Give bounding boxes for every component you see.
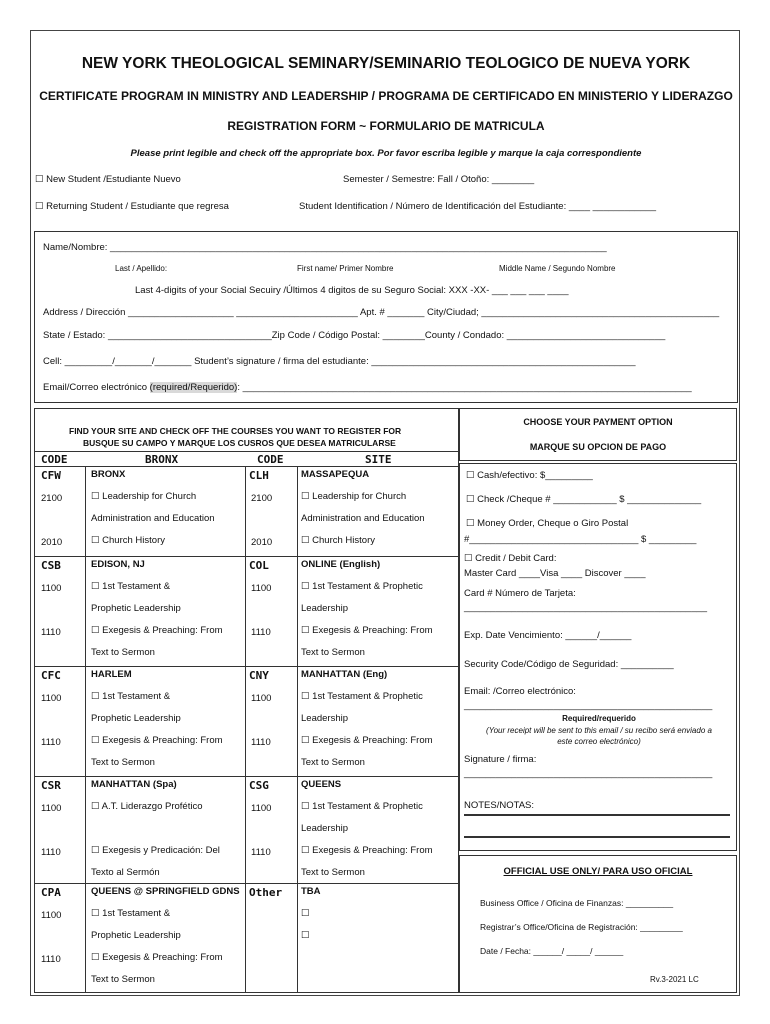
course-number: 1100 xyxy=(251,583,272,594)
ssn-field[interactable]: Last 4-digits of your Social Secuiry /Últimos 4 digitos de su Seguro Social: XXX -XX- ___ ___ ___ ____ xyxy=(135,285,569,296)
email-field[interactable] xyxy=(43,382,692,393)
site-code: CFC xyxy=(41,669,61,682)
site-code: CFW xyxy=(41,469,61,482)
card-number-line[interactable]: ______________________________________________ xyxy=(464,602,708,613)
money-order-line[interactable]: #________________________________ $ _________ xyxy=(464,534,697,545)
business-office-field: Business Office / Oficina de Finanzas: __________ xyxy=(480,898,674,908)
check-option[interactable]: ☐ Check /Cheque # ____________ $ ______________ xyxy=(466,494,702,505)
course-number: 1100 xyxy=(251,803,272,814)
course-name-cont: Text to Sermon xyxy=(91,757,155,768)
course-checkbox[interactable]: ☐ Church History xyxy=(91,535,165,546)
course-number: 1100 xyxy=(41,693,62,704)
cell-signature-field[interactable]: Cell: _________/_______/_______ Student’s signature / firma del estudiante: __________________________________________________ xyxy=(43,356,636,367)
returning-student-checkbox[interactable]: ☐ Returning Student / Estudiante que regresa xyxy=(35,201,229,212)
site-code: COL xyxy=(249,559,269,572)
site-name: ONLINE (English) xyxy=(301,559,381,570)
payment-header xyxy=(459,408,737,461)
header-code-2: CODE xyxy=(257,453,284,466)
course-table xyxy=(34,408,459,993)
form-subtitle: REGISTRATION FORM ~ FORMULARIO DE MATRICULA xyxy=(227,119,545,133)
course-number: 1110 xyxy=(41,627,61,638)
course-name-cont: Administration and Education xyxy=(91,513,215,524)
site-name: QUEENS xyxy=(301,779,342,790)
course-name-cont: Prophetic Leadership xyxy=(91,603,181,614)
site-name: MANHATTAN (Spa) xyxy=(91,779,177,790)
form-title: NEW YORK THEOLOGICAL SEMINARY/SEMINARIO TEOLOGICO DE NUEVA YORK xyxy=(81,55,691,72)
find-site-en: FIND YOUR SITE AND CHECK OFF THE COURSES YOU WANT TO REGISTER FOR xyxy=(69,426,402,436)
receipt-note-2: este correo electrónico) xyxy=(557,737,641,746)
email-label: Email/Correo electrónico xyxy=(43,382,150,393)
security-code-field[interactable]: Security Code/Código de Seguridad: __________ xyxy=(464,659,674,670)
course-number: 1110 xyxy=(41,954,61,965)
registration-form xyxy=(30,30,740,996)
payment-section xyxy=(459,463,737,851)
course-checkbox[interactable]: ☐ 1st Testament & xyxy=(91,691,171,702)
course-name-cont: Text to Sermon xyxy=(301,647,365,658)
site-code: CSR xyxy=(41,779,61,792)
header-site: SITE xyxy=(365,453,392,466)
course-number: 1110 xyxy=(251,627,271,638)
receipt-note-1: (Your receipt will be sent to this email / su recibo será enviado a xyxy=(486,726,712,735)
site-name: EDISON, NJ xyxy=(91,559,145,570)
card-number-label: Card # Número de Tarjeta: xyxy=(464,588,576,599)
program-title: CERTIFICATE PROGRAM IN MINISTRY AND LEADERSHIP / PROGRAMA DE CERTIFICADO EN MINISTERIO Y LIDERAZGO xyxy=(39,89,733,103)
email-line: : _____________________________________________________________________________________ xyxy=(237,382,692,393)
signature-line[interactable]: _______________________________________________ xyxy=(464,768,713,779)
course-name-cont: Text to Sermon xyxy=(301,867,365,878)
course-name-cont: Text to Sermon xyxy=(91,647,155,658)
course-number: 1100 xyxy=(251,693,272,704)
personal-info-section xyxy=(34,231,738,403)
site-code: CSG xyxy=(249,779,269,792)
payment-title-en: CHOOSE YOUR PAYMENT OPTION xyxy=(523,417,673,427)
course-number: 2010 xyxy=(251,537,273,548)
credit-card-option[interactable]: ☐ Credit / Debit Card: xyxy=(464,553,557,564)
course-name-cont: Prophetic Leadership xyxy=(91,713,181,724)
course-name-cont: ☐ xyxy=(301,930,310,941)
course-checkbox[interactable]: ☐ Leadership for Church xyxy=(301,491,407,502)
course-checkbox[interactable]: ☐ Exegesis y Predicación: Del xyxy=(91,845,220,856)
course-name-cont: Leadership xyxy=(301,823,349,834)
course-checkbox[interactable]: ☐ Exegesis & Preaching: From xyxy=(91,625,223,636)
last-name-label: Last / Apellido: xyxy=(115,264,168,273)
course-checkbox[interactable]: ☐ Exegesis & Preaching: From xyxy=(301,625,433,636)
site-code: CSB xyxy=(41,559,61,572)
course-name-cont: Prophetic Leadership xyxy=(91,930,181,941)
course-checkbox[interactable]: ☐ A.T. Liderazgo Profético xyxy=(91,801,203,812)
site-name: MASSAPEQUA xyxy=(301,469,370,480)
money-order-option[interactable]: ☐ Money Order, Cheque o Giro Postal xyxy=(466,518,629,529)
course-checkbox[interactable]: ☐ Exegesis & Preaching: From xyxy=(91,735,223,746)
expiration-field[interactable]: Exp. Date Vencimiento: ______/______ xyxy=(464,630,632,641)
course-checkbox[interactable]: ☐ 1st Testament & Prophetic xyxy=(301,801,423,812)
site-name: TBA xyxy=(301,886,321,897)
course-name-cont: Text to Sermon xyxy=(301,757,365,768)
student-id-field[interactable]: Student Identification / Número de Identificación del Estudiante: ____ ____________ xyxy=(299,201,657,212)
course-number: 1100 xyxy=(41,910,62,921)
site-code: CNY xyxy=(249,669,269,682)
find-site-es: BUSQUE SU CAMPO Y MARQUE LOS CUSROS QUE DESEA MATRICULARSE xyxy=(83,438,396,448)
cash-option[interactable]: ☐ Cash/efectivo: $_________ xyxy=(466,470,593,481)
semester-field[interactable]: Semester / Semestre: Fall / Otoño: ________ xyxy=(343,174,535,185)
site-code: CLH xyxy=(249,469,269,482)
payment-email-required: Required/requerido xyxy=(562,714,636,723)
course-checkbox[interactable]: ☐ Leadership for Church xyxy=(91,491,197,502)
official-use-section xyxy=(459,855,737,993)
course-name-cont: Texto al Sermón xyxy=(91,867,160,878)
course-name-cont: Text to Sermon xyxy=(91,974,155,985)
card-types[interactable]: Master Card ____Visa ____ Discover ____ xyxy=(464,568,646,579)
course-number: 1110 xyxy=(41,737,61,748)
site-code: Other xyxy=(249,886,283,899)
course-number: 1100 xyxy=(41,803,62,814)
site-name: QUEENS @ SPRINGFIELD GDNS xyxy=(91,886,240,897)
official-title: OFFICIAL USE ONLY/ PARA USO OFICIAL xyxy=(503,866,693,877)
first-name-label: First name/ Primer Nombre xyxy=(297,264,394,273)
course-number: 2010 xyxy=(41,537,63,548)
site-name: HARLEM xyxy=(91,669,132,680)
payment-email-label: Email: /Correo electrónico: xyxy=(464,686,576,697)
revision-label: Rv.3-2021 LC xyxy=(650,975,699,984)
payment-title-es: MARQUE SU OPCION DE PAGO xyxy=(529,442,667,452)
header-bronx: BRONX xyxy=(145,453,179,466)
notes-label[interactable]: NOTES/NOTAS: xyxy=(464,800,535,811)
course-number: 1110 xyxy=(251,737,271,748)
course-number: 1110 xyxy=(251,847,271,858)
payment-email-line[interactable]: _______________________________________________ xyxy=(464,700,713,711)
course-checkbox[interactable]: ☐ 1st Testament & xyxy=(91,908,171,919)
signature-label: Signature / firma: xyxy=(464,754,537,765)
instructions: Please print legible and check off the appropriate box. Por favor escriba legible y marque la caja correspondiente xyxy=(130,148,642,159)
course-name-cont: Leadership xyxy=(301,603,349,614)
official-date-field: Date / Fecha: ______/ _____/ ______ xyxy=(480,946,624,956)
header-code: CODE xyxy=(41,453,68,466)
course-checkbox[interactable]: ☐ 1st Testament & Prophetic xyxy=(301,581,423,592)
name-field[interactable]: Name/Nombre: ______________________________________________________________________________________________ xyxy=(43,242,607,253)
course-name-cont: Administration and Education xyxy=(301,513,425,524)
site-code: CPA xyxy=(41,886,61,899)
course-number: 2100 xyxy=(251,493,273,504)
address-field[interactable]: Address / Dirección ____________________ _______________________ Apt. # _______ City/Ciudad; _____________________________________________ xyxy=(43,307,720,318)
course-checkbox[interactable]: ☐ Exegesis & Preaching: From xyxy=(301,735,433,746)
course-checkbox[interactable]: ☐ Exegesis & Preaching: From xyxy=(91,952,223,963)
middle-name-label: Middle Name / Segundo Nombre xyxy=(499,264,616,273)
registrar-office-field: Registrar’s Office/Oficina de Registración: _________ xyxy=(480,922,683,932)
course-checkbox[interactable]: ☐ Church History xyxy=(301,535,375,546)
course-name-cont: Leadership xyxy=(301,713,349,724)
course-checkbox[interactable]: ☐ Exegesis & Preaching: From xyxy=(301,845,433,856)
course-number: 1110 xyxy=(41,847,61,858)
course-checkbox[interactable]: ☐ 1st Testament & xyxy=(91,581,171,592)
site-name: BRONX xyxy=(91,469,126,480)
course-checkbox[interactable]: ☐ 1st Testament & Prophetic xyxy=(301,691,423,702)
course-number: 2100 xyxy=(41,493,63,504)
course-number: 1100 xyxy=(41,583,62,594)
email-required-note: (required/Requerido) xyxy=(149,382,238,393)
new-student-checkbox[interactable]: ☐ New Student /Estudiante Nuevo xyxy=(35,174,181,185)
course-checkbox[interactable]: ☐ xyxy=(301,908,310,919)
state-zip-county-field[interactable]: State / Estado: _______________________________Zip Code / Código Postal: ________County / Condado: ______________________________ xyxy=(43,330,666,341)
site-name: MANHATTAN (Eng) xyxy=(301,669,388,680)
